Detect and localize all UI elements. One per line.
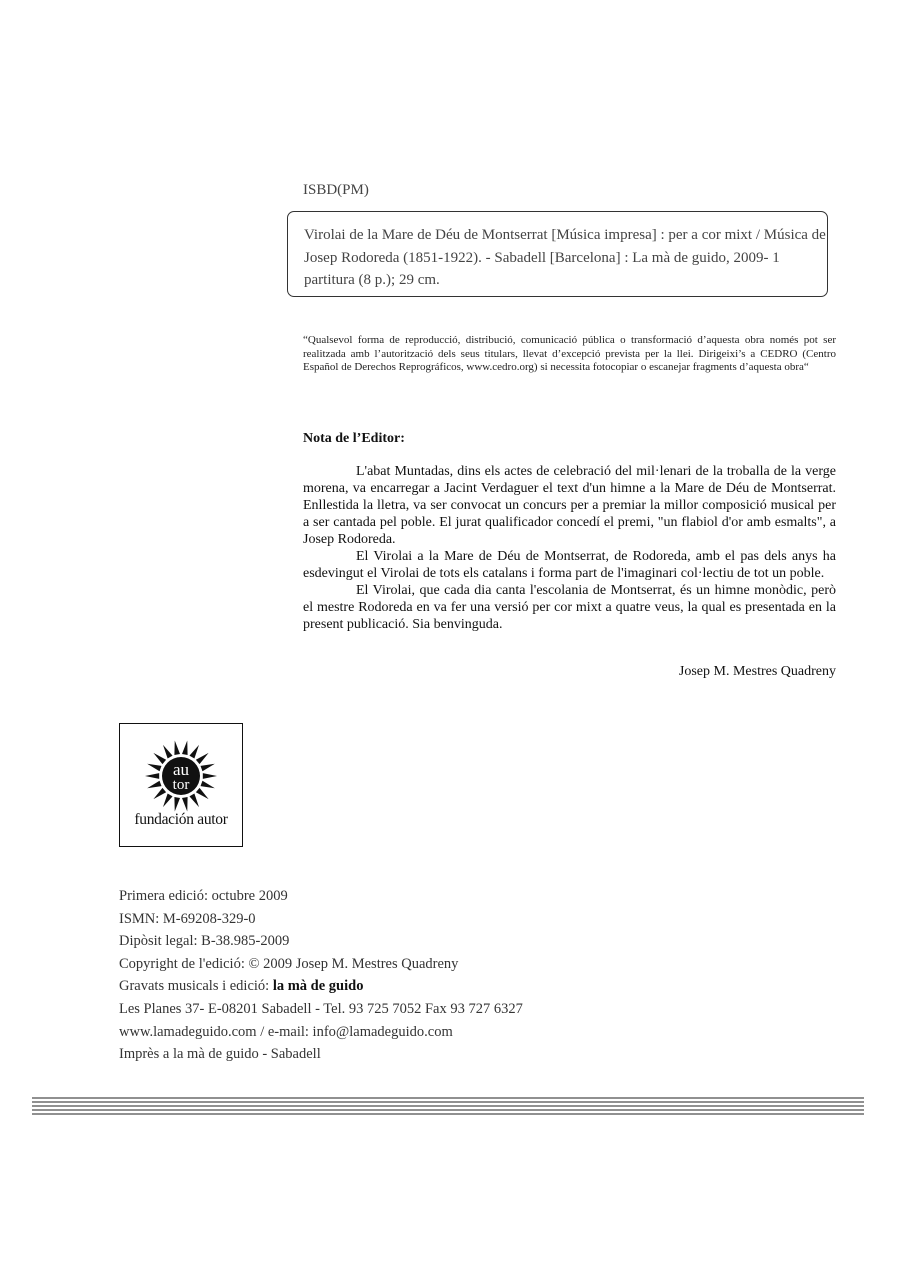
logo-caption: fundación autor xyxy=(134,811,228,828)
emblem-text-top: au xyxy=(172,760,190,779)
sun-ray xyxy=(145,773,159,779)
sun-ray xyxy=(201,781,215,789)
engraving-edition xyxy=(119,975,523,998)
sun-ray xyxy=(201,764,215,772)
sun-ray xyxy=(203,773,217,779)
imprint-block xyxy=(119,885,523,1066)
editor-note-body xyxy=(303,463,836,633)
sun-ray xyxy=(163,745,173,759)
publisher-name: la mà de guido xyxy=(272,978,364,995)
sun-ray xyxy=(189,793,199,807)
staff-lines-rule xyxy=(32,1096,864,1116)
editor-note-paragraph: El Virolai a la Mare de Déu de Montserrat, de Rodoreda, amb el pas dels anys ha esdevingut el Virolai de tots els catalans i forma part de l'imaginari col·lectiu de tot un poble. xyxy=(303,549,836,581)
editor-note-paragraph: L'abat Muntadas, dins els actes de celebració del mil·lenari de la troballa de la verge morena, va encarregar a Jacint Verdaguer el text d'un himne a la Mare de Déu de Montserrat. Enllestida la lletra, va ser convocat un concurs per a premiar la millor composició musical per a ser cantada pel poble. El jurat qualificador concedí el premi, "un flabiol d'or amb esmalts", a Josep Rodoreda. xyxy=(303,464,836,547)
sun-ray xyxy=(174,741,180,755)
sun-emblem-icon xyxy=(143,738,219,814)
printed-by: Imprès a la mà de guido - Sabadell xyxy=(119,1046,321,1063)
copyright: Copyright de l'edició: © 2009 Josep M. Mestres Quadreny xyxy=(119,955,459,972)
sun-ray xyxy=(153,753,166,764)
rights-notice: “Qualsevol forma de reproducció, distribució, comunicació pública o transformació d’aquesta obra només pot ser realitzada amb l’autorització dels seus titulars, llevat d’excepció prevista per la llei. Dirigeixi’s a CEDRO (Centro Español de Derechos Reprográficos, www.cedro.org) si necessita fotocopiar o escanejar fragments d’aquesta obra“ xyxy=(303,334,836,374)
sun-ray xyxy=(147,764,161,772)
ismn: ISMN: M-69208-329-0 xyxy=(119,910,256,927)
editor-note-paragraph: El Virolai, que cada dia canta l'escolania de Montserrat, és un himne monòdic, però el mestre Rodoreda en va fer una versió per cor mixt a quatre veus, la qual es presentada en la present publicació. Sia benvinguda. xyxy=(303,583,836,632)
sun-ray xyxy=(153,788,166,799)
sun-ray xyxy=(182,741,188,755)
sun-ray xyxy=(163,793,173,807)
isbd-record-text: Virolai de la Mare de Déu de Montserrat [Música impresa] : per a cor mixt / Música de Josep Rodoreda (1851-1922). - Sabadell [Barcelona] : La mà de guido, 2009- 1 partitura (8 p.); 29 cm. xyxy=(304,227,826,288)
editor-note-signature: Josep M. Mestres Quadreny xyxy=(678,664,836,679)
sun-ray xyxy=(174,797,180,811)
isbd-label: ISBD(PM) xyxy=(303,182,369,198)
address: Les Planes 37- E-08201 Sabadell - Tel. 93 725 7052 Fax 93 727 6327 xyxy=(119,1000,523,1017)
sun-ray xyxy=(196,753,209,764)
sun-ray xyxy=(182,797,188,811)
editor-note-title: Nota de l’Editor: xyxy=(303,431,405,446)
sun-ray xyxy=(147,781,161,789)
emblem-text-bottom: tor xyxy=(172,777,190,793)
isbd-record-box xyxy=(287,211,828,297)
legal-deposit: Dipòsit legal: B-38.985-2009 xyxy=(119,933,290,950)
engraving-label: Gravats musicals i edició: xyxy=(119,978,273,995)
web-email: www.lamadeguido.com / e-mail: info@lamadeguido.com xyxy=(119,1023,453,1040)
first-edition: Primera edició: octubre 2009 xyxy=(119,888,288,904)
fundacion-autor-logo xyxy=(119,723,243,847)
sun-ray xyxy=(196,788,209,799)
sun-ray xyxy=(189,745,199,759)
